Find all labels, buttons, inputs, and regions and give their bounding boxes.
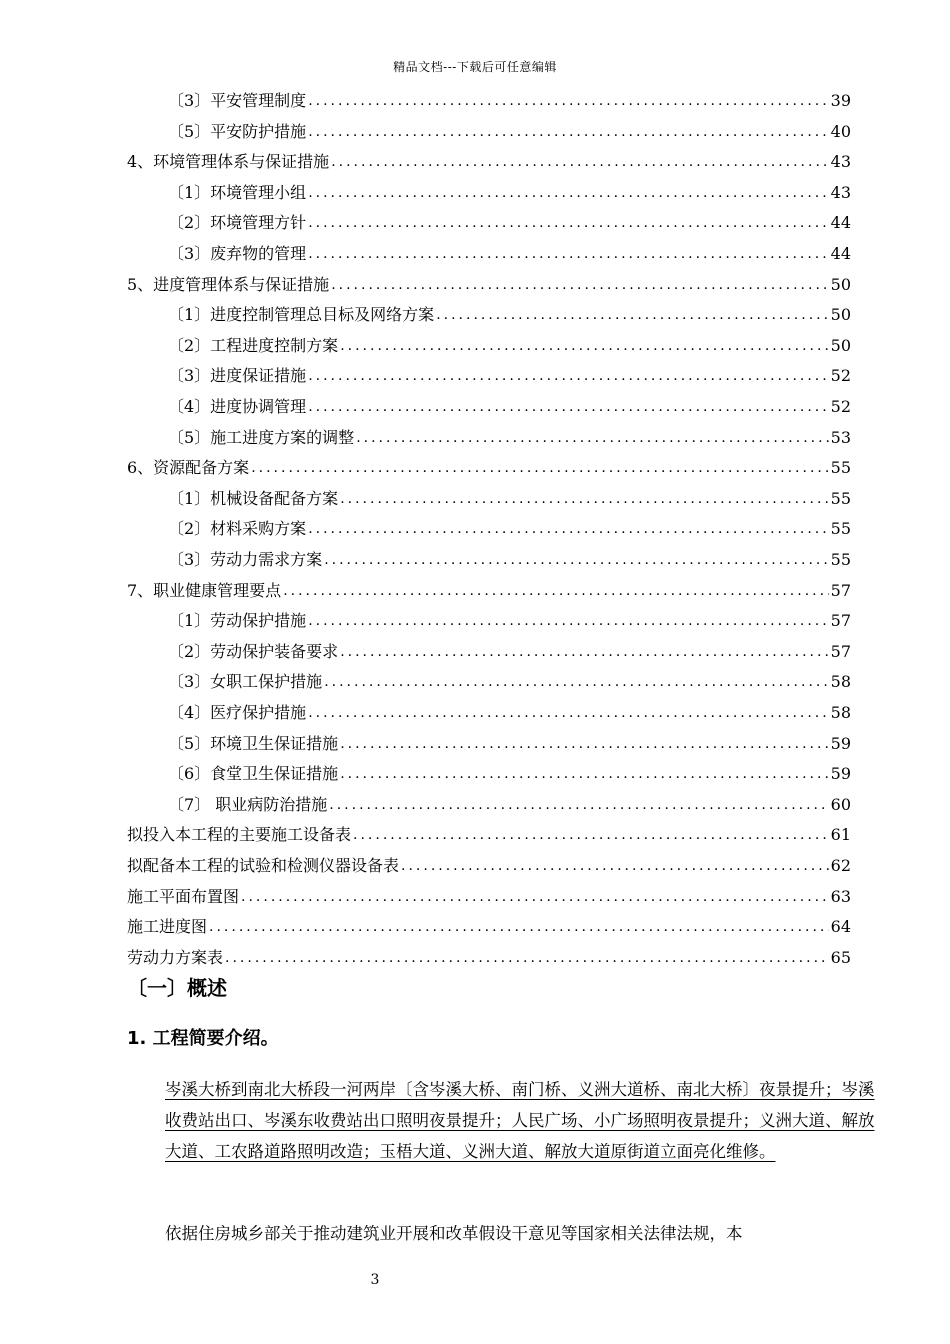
toc-entry-page: 60 xyxy=(830,794,851,814)
toc-leader-dots xyxy=(436,300,828,330)
toc-entry-page: 43 xyxy=(830,152,851,172)
toc-entry[interactable] xyxy=(127,453,851,483)
toc-entry[interactable] xyxy=(168,392,851,422)
toc-entry-page: 63 xyxy=(830,886,851,906)
toc-entry[interactable] xyxy=(168,423,851,453)
toc-entry[interactable] xyxy=(127,851,851,881)
toc-leader-dots xyxy=(340,484,828,514)
toc-entry[interactable] xyxy=(127,270,851,300)
toc-entry-title: 〔5〕环境卫生保证措施 xyxy=(168,733,339,753)
toc-entry-page: 55 xyxy=(830,550,851,569)
toc-leader-dots xyxy=(209,912,829,942)
toc-entry-page: 52 xyxy=(830,366,851,386)
toc-entry-page: 55 xyxy=(830,488,851,508)
toc-entry-title: 〔3〕劳动力需求方案 xyxy=(168,550,323,569)
toc-entry-title: 〔6〕食堂卫生保证措施 xyxy=(168,764,339,784)
toc-entry[interactable] xyxy=(127,882,851,912)
toc-entry-page: 58 xyxy=(830,672,851,692)
toc-entry-page: 53 xyxy=(830,427,851,447)
toc-leader-dots xyxy=(308,117,828,147)
toc-entry[interactable] xyxy=(168,484,851,514)
toc-entry[interactable] xyxy=(168,361,851,391)
toc-entry-title: 〔1〕劳动保护措施 xyxy=(168,611,307,631)
toc-entry[interactable] xyxy=(168,637,851,667)
toc-entry-title: 〔1〕进度控制管理总目标及网络方案 xyxy=(168,305,435,325)
toc-leader-dots xyxy=(308,698,828,728)
toc-entry-title: 6、资源配备方案 xyxy=(127,458,250,478)
toc-entry-title: 〔3〕废弃物的管理 xyxy=(168,244,307,263)
toc-entry-page: 65 xyxy=(830,947,851,967)
toc-entry-title: 拟配备本工程的试验和检测仪器设备表 xyxy=(127,856,400,875)
toc-leader-dots xyxy=(241,882,829,912)
toc-leader-dots xyxy=(308,178,828,208)
toc-leader-dots xyxy=(324,545,828,575)
toc-entry[interactable] xyxy=(127,912,851,942)
toc-leader-dots xyxy=(225,943,829,973)
toc-entry-page: 58 xyxy=(830,703,851,722)
toc-entry-page: 59 xyxy=(830,764,851,784)
project-description-paragraph xyxy=(127,1074,887,1167)
toc-entry-title: 〔2〕环境管理方针 xyxy=(168,213,307,233)
toc-entry-title: 施工平面布置图 xyxy=(127,886,240,906)
toc-entry-page: 57 xyxy=(830,580,851,600)
toc-entry-title: 〔3〕女职工保护措施 xyxy=(168,672,323,692)
toc-entry-title: 〔3〕平安管理制度 xyxy=(168,91,307,110)
toc-entry[interactable] xyxy=(168,545,851,575)
toc-entry[interactable] xyxy=(168,606,851,636)
toc-leader-dots xyxy=(308,208,828,238)
toc-entry-page: 40 xyxy=(830,121,851,141)
toc-entry-page: 43 xyxy=(830,182,851,202)
toc-entry-title: 〔2〕工程进度控制方案 xyxy=(168,335,339,355)
toc-entry-title: 〔2〕劳动保护装备要求 xyxy=(168,641,339,661)
section-heading: 〔一〕概述 xyxy=(127,976,227,1000)
page-header: 精品文档---下载后可任意编辑 xyxy=(393,60,557,74)
toc-entry-title: 4、环境管理体系与保证措施 xyxy=(127,152,330,172)
toc-entry[interactable] xyxy=(168,514,851,544)
toc-leader-dots xyxy=(308,606,828,636)
toc-entry[interactable] xyxy=(127,943,851,973)
toc-entry-page: 44 xyxy=(830,244,851,263)
toc-leader-dots xyxy=(329,790,828,820)
toc-entry-title: 7、职业健康管理要点 xyxy=(127,580,282,600)
toc-entry[interactable] xyxy=(127,820,851,850)
toc-entry[interactable] xyxy=(168,729,851,759)
toc-leader-dots xyxy=(331,270,828,300)
toc-entry-page: 59 xyxy=(830,733,851,753)
toc-entry-page: 57 xyxy=(830,641,851,661)
toc-entry-page: 39 xyxy=(830,91,851,110)
toc-entry-page: 50 xyxy=(830,274,851,294)
toc-leader-dots xyxy=(401,851,829,881)
toc-entry-page: 61 xyxy=(830,825,851,845)
toc-entry-title: 〔5〕施工进度方案的调整 xyxy=(168,427,355,447)
toc-entry-page: 50 xyxy=(830,335,851,355)
legal-basis-paragraph: 依据住房城乡部关于推动建筑业开展和改革假设干意见等国家相关法律法规，本 xyxy=(165,1224,743,1243)
toc-leader-dots xyxy=(353,820,829,850)
toc-leader-dots xyxy=(340,331,828,361)
toc-entry-title: 〔5〕平安防护措施 xyxy=(168,121,307,141)
toc-entry[interactable] xyxy=(168,759,851,789)
toc-entry-page: 55 xyxy=(830,458,851,478)
toc-entry-page: 52 xyxy=(830,397,851,416)
toc-entry-page: 64 xyxy=(830,917,851,937)
toc-leader-dots xyxy=(356,423,828,453)
toc-leader-dots xyxy=(308,86,828,116)
toc-entry[interactable] xyxy=(168,178,851,208)
toc-entry-title: 〔4〕医疗保护措施 xyxy=(168,703,307,722)
toc-entry-title: 〔3〕进度保证措施 xyxy=(168,366,307,386)
toc-leader-dots xyxy=(340,637,828,667)
toc-leader-dots xyxy=(308,361,828,391)
toc-entry-title: 〔4〕进度协调管理 xyxy=(168,397,307,416)
toc-entry-title: 〔7〕 职业病防治措施 xyxy=(168,794,328,814)
toc-entry[interactable] xyxy=(127,576,851,606)
toc-leader-dots xyxy=(308,514,828,544)
toc-leader-dots xyxy=(251,453,828,483)
toc-entry[interactable] xyxy=(168,300,851,330)
subsection-heading: 1. 工程简要介绍。 xyxy=(127,1028,279,1049)
toc-entry-page: 57 xyxy=(830,611,851,631)
toc-entry-title: 〔2〕材料采购方案 xyxy=(168,519,307,539)
toc-entry-title: 拟投入本工程的主要施工设备表 xyxy=(127,825,352,845)
toc-entry-title: 施工进度图 xyxy=(127,917,208,937)
toc-entry-title: 5、进度管理体系与保证措施 xyxy=(127,274,330,294)
toc-entry-title: 〔1〕环境管理小组 xyxy=(168,182,307,202)
toc-leader-dots xyxy=(324,667,828,697)
toc-entry-title: 〔1〕机械设备配备方案 xyxy=(168,488,339,508)
toc-entry[interactable] xyxy=(127,147,851,177)
toc-leader-dots xyxy=(340,759,828,789)
toc-entry-page: 50 xyxy=(830,305,851,325)
toc-leader-dots xyxy=(308,239,828,269)
toc-leader-dots xyxy=(331,147,828,177)
page-number: 3 xyxy=(370,1272,380,1288)
toc-leader-dots xyxy=(308,392,828,422)
toc-entry-title: 劳动力方案表 xyxy=(127,947,224,967)
toc-entry-page: 62 xyxy=(830,856,851,875)
toc-entry[interactable] xyxy=(168,86,851,116)
toc-leader-dots xyxy=(283,576,828,606)
toc-entry[interactable] xyxy=(168,331,851,361)
toc-entry[interactable] xyxy=(168,239,851,269)
toc-entry[interactable] xyxy=(168,667,851,697)
toc-entry[interactable] xyxy=(168,698,851,728)
toc-entry[interactable] xyxy=(168,790,851,820)
toc-leader-dots xyxy=(340,729,828,759)
toc-entry[interactable] xyxy=(168,208,851,238)
project-description-text: 岑溪大桥到南北大桥段一河两岸〔含岑溪大桥、南门桥、义洲大道桥、南北大桥〕夜景提升；岑溪收费站出口、岑溪东收费站出口照明夜景提升；人民广场、小广场照明夜景提升；义洲大道、解放大道、工农路道路照明改造；玉梧大道、义洲大道、解放大道原街道立面亮化维修。 xyxy=(165,1080,875,1161)
toc-entry-page: 55 xyxy=(830,519,851,539)
toc-entry-page: 44 xyxy=(830,213,851,233)
toc-entry[interactable] xyxy=(168,117,851,147)
